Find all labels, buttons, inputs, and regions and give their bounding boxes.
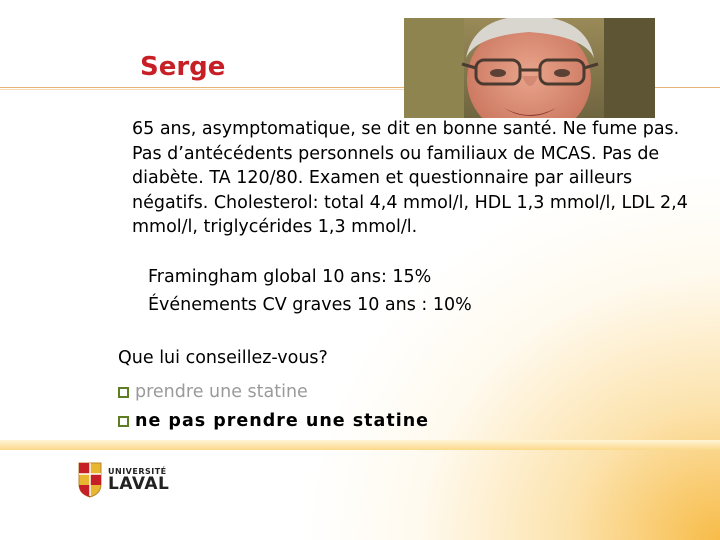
title-divider-secondary — [0, 89, 410, 90]
bottom-band — [0, 440, 720, 450]
question-text: Que lui conseillez-vous? — [118, 348, 328, 368]
slide-title: Serge — [140, 52, 226, 82]
option-take-statin[interactable] — [118, 382, 308, 402]
logo-line-laval: LAVAL — [108, 473, 170, 494]
checkbox-icon — [118, 387, 129, 398]
option-label: ne pas prendre une statine — [135, 411, 430, 431]
patient-description: 65 ans, asymptomatique, se dit en bonne santé. Ne fume pas. Pas d’antécédents personnels ou familiaux de MCAS. Pas de diabète. TA 120/80. Examen et questionnaire par ailleurs négatifs. Cholesterol: total 4,4 mmol/l, HDL 1,3 mmol/l, LDL 2,4 mmol/l, triglycérides 1,3 mmol/l. — [132, 119, 688, 238]
university-logo — [78, 462, 169, 498]
option-label: prendre une statine — [135, 382, 308, 402]
logo-line-university: UNIVERSITÉ — [108, 466, 167, 476]
framingham-risk: Framingham global 10 ans: 15% — [148, 267, 432, 287]
portrait-photo — [404, 18, 655, 118]
crest-icon — [78, 462, 102, 498]
cv-events-risk: Événements CV graves 10 ans : 10% — [148, 295, 472, 315]
checkbox-icon — [118, 416, 129, 427]
option-no-statin[interactable] — [118, 411, 429, 431]
